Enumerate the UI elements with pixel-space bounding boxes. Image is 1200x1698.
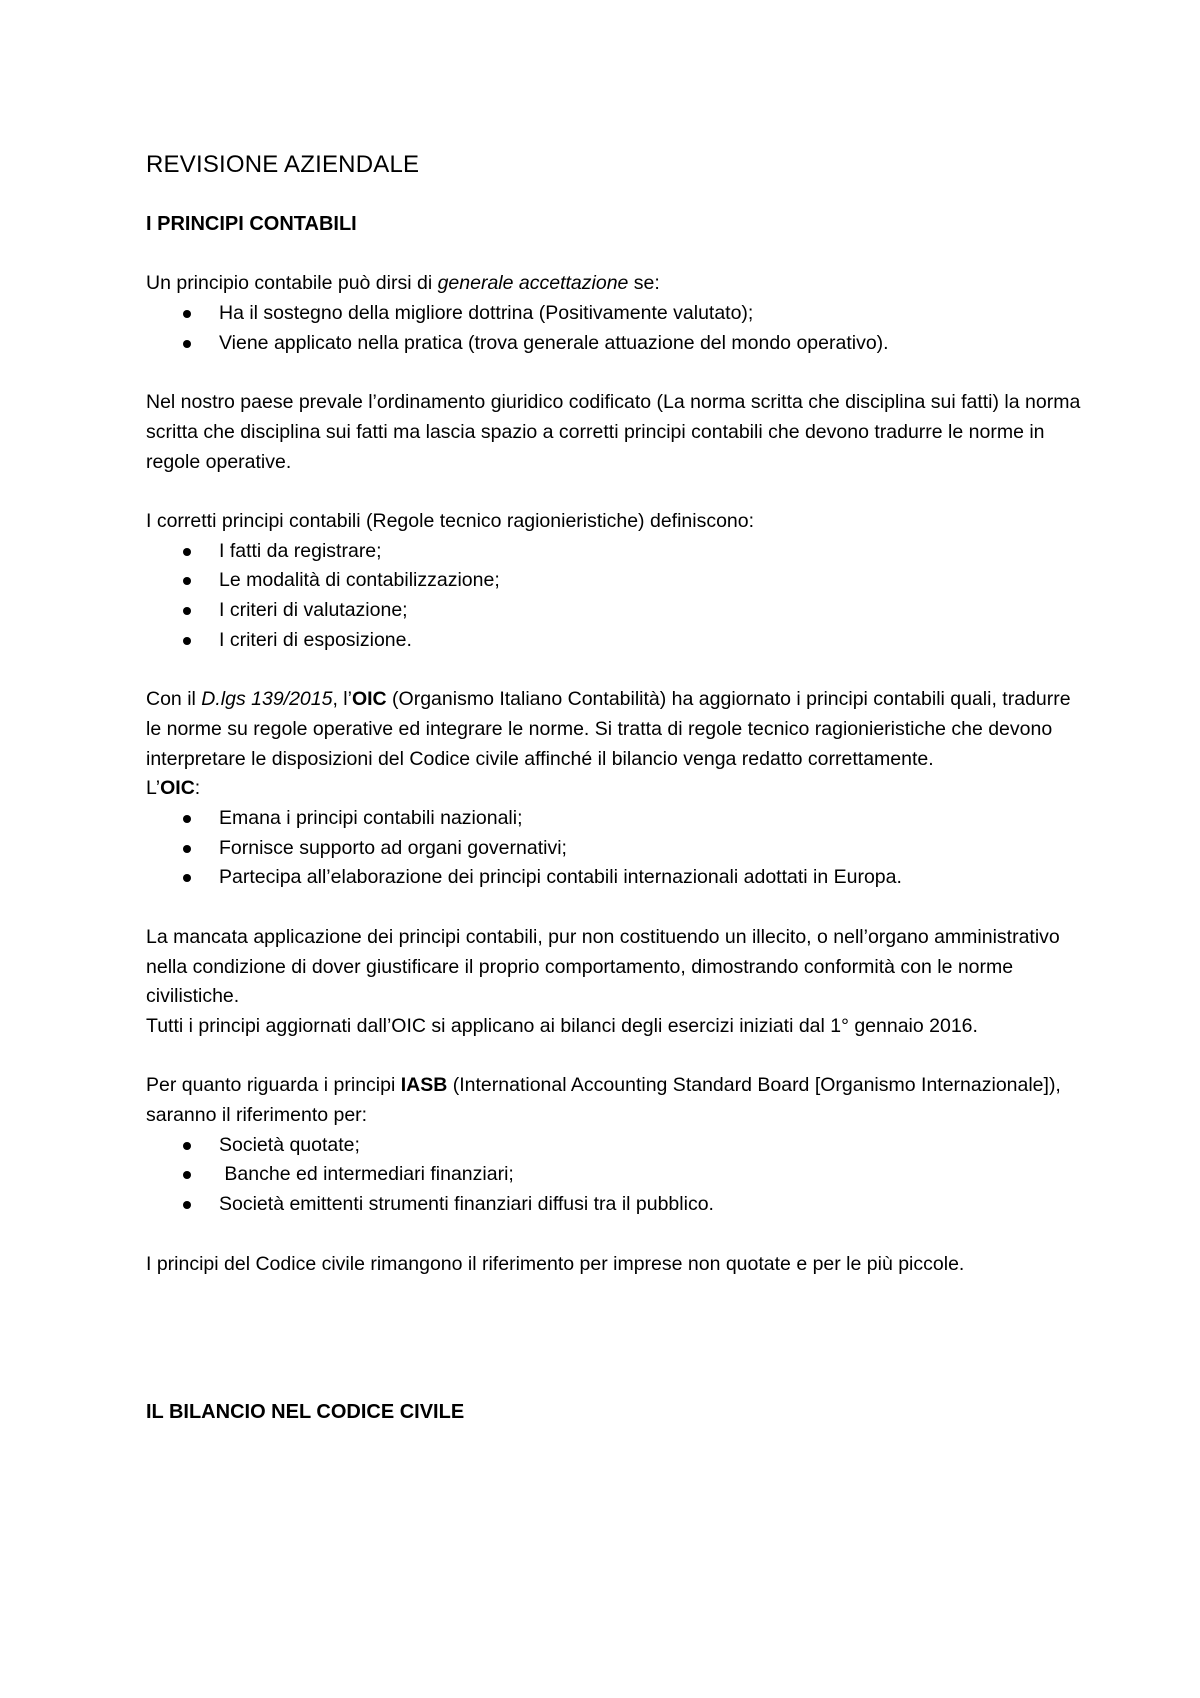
paragraph-spacer <box>146 656 1086 686</box>
bullet-icon <box>183 1142 191 1150</box>
bullet-icon <box>183 815 191 823</box>
list-item-text: I fatti da registrare; <box>219 539 382 562</box>
paragraph-spacer <box>146 893 1086 923</box>
list-item <box>146 596 1086 626</box>
paragraph-iasb <box>146 1071 1086 1130</box>
italic-term: generale accettazione <box>437 272 629 295</box>
list-item <box>146 329 1086 359</box>
paragraph-text: , l’ <box>332 688 352 711</box>
paragraph-text: (International Accounting Standard Board [Organismo Internazionale]), saranno il riferimento per: <box>146 1074 1061 1126</box>
paragraph-codice-civile: I principi del Codice civile rimangono il riferimento per imprese non quotate e per le più piccole. <box>146 1252 965 1275</box>
paragraph-principi-aggiornati: Tutti i principi aggiornati dall’OIC si applicano ai bilanci degli esercizi iniziati dal 1° gennaio 2016. <box>146 1014 978 1037</box>
document-title: REVISIONE AZIENDALE <box>146 151 420 178</box>
bold-term: IASB <box>400 1074 448 1097</box>
list-item-text: Emana i principi contabili nazionali; <box>219 807 523 829</box>
paragraph-text: se: <box>628 272 660 295</box>
bullet-icon <box>183 845 191 853</box>
list-item <box>146 537 1086 567</box>
paragraph-oic-label <box>146 774 1086 804</box>
bullet-list-definiscono <box>146 537 1086 656</box>
list-item <box>146 1190 1086 1220</box>
section-heading-principi-contabili: I PRINCIPI CONTABILI <box>146 213 357 235</box>
paragraph-text: Un principio contabile può dirsi di <box>146 272 438 295</box>
bullet-icon <box>183 1201 191 1209</box>
paragraph-generale-accettazione <box>146 269 1086 299</box>
list-item-text: Le modalità di contabilizzazione; <box>219 569 500 592</box>
section-heading-bilancio: IL BILANCIO NEL CODICE CIVILE <box>146 1401 465 1424</box>
section-spacer <box>146 1279 1086 1398</box>
paragraph-text: Con il <box>146 688 202 711</box>
italic-term: D.lgs 139/2015 <box>201 688 333 711</box>
list-item <box>146 863 1086 893</box>
paragraph-spacer <box>146 477 1086 507</box>
list-item-text: Fornisce supporto ad organi governativi; <box>219 836 567 859</box>
bold-term: OIC <box>160 777 195 800</box>
list-item-text: Banche ed intermediari finanziari; <box>219 1163 514 1186</box>
paragraph-text: : <box>194 777 201 800</box>
bullet-icon <box>183 340 191 348</box>
document-body <box>146 149 1086 1458</box>
list-item <box>146 299 1086 329</box>
list-item <box>146 834 1086 864</box>
paragraph-dlgs-oic <box>146 685 1086 774</box>
list-item <box>146 804 1086 834</box>
paragraph-text: Per quanto riguarda i principi <box>146 1074 401 1097</box>
bullet-list-accettazione <box>146 299 1086 358</box>
bullet-icon <box>183 548 191 556</box>
paragraph-spacer <box>146 1220 1086 1250</box>
list-item-text: Partecipa all’elaborazione dei principi contabili internazionali adottati in Europa. <box>219 866 902 889</box>
list-item <box>146 566 1086 596</box>
list-item-text: Società quotate; <box>219 1133 360 1156</box>
bullet-icon <box>183 1171 191 1179</box>
bullet-icon <box>183 577 191 585</box>
list-item-text: Ha il sostegno della migliore dottrina (Positivamente valutato); <box>219 302 754 325</box>
list-item <box>146 1131 1086 1161</box>
bullet-icon <box>183 310 191 318</box>
list-item <box>146 626 1086 656</box>
bullet-icon <box>183 607 191 615</box>
bullet-icon <box>183 637 191 645</box>
list-item-text: I criteri di valutazione; <box>219 599 408 622</box>
list-item-text: Viene applicato nella pratica (trova generale attuazione del mondo operativo). <box>219 331 889 354</box>
bullet-icon <box>183 874 191 882</box>
bullet-list-iasb <box>146 1131 1086 1220</box>
paragraph-corretti-principi: I corretti principi contabili (Regole tecnico ragionieristiche) definiscono: <box>146 509 755 532</box>
paragraph-mancata-applicazione: La mancata applicazione dei principi contabili, pur non costituendo un illecito, o nell’organo amministrativo nella condizione di dover giustificare il proprio comportamento, dimostrando conformità con le norme civilistiche. <box>146 925 1060 1008</box>
paragraph-text: (Organismo Italiano Contabilità) ha aggiornato i principi contabili quali, tradurre le norme su regole operative ed integrare le norme. Si tratta di regole tecnico ragionieristiche che devono interpretare le disposizioni del Codice civile affinché il bilancio venga redatto correttamente. <box>146 688 1071 770</box>
list-item <box>146 1160 1086 1190</box>
paragraph-spacer <box>146 359 1086 389</box>
list-item-text: Società emittenti strumenti finanziari diffusi tra il pubblico. <box>219 1193 714 1216</box>
paragraph-ordinamento: Nel nostro paese prevale l’ordinamento giuridico codificato (La norma scritta che disciplina sui fatti) la norma scritta che disciplina sui fatti ma lascia spazio a corretti principi contabili che devono tradurre le norme in regole operative. <box>146 391 1081 473</box>
bullet-list-oic <box>146 804 1086 893</box>
paragraph-text: L’ <box>146 777 161 800</box>
list-item-text: I criteri di esposizione. <box>219 628 412 651</box>
bold-term: OIC <box>351 688 387 711</box>
paragraph-spacer <box>146 1042 1086 1072</box>
